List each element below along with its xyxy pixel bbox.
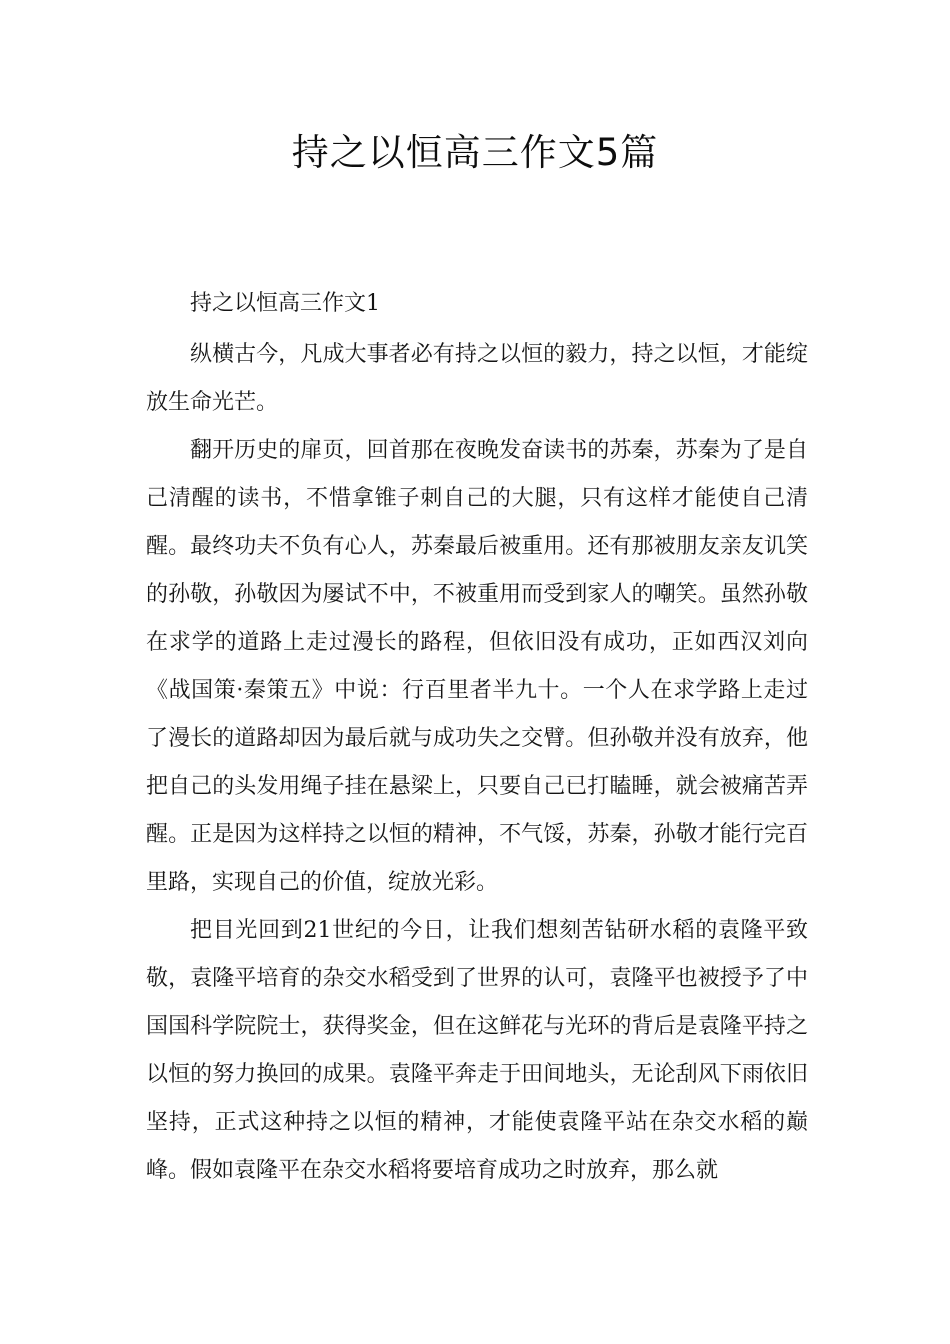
paragraph-history: 翻开历史的扉页，回首那在夜晚发奋读书的苏秦，苏秦为了是自己清醒的读书，不惜拿锥子刺自己的大腿，只有这样才能使自己清醒。最终功夫不负有心人，苏秦最后被重用。还有那被朋友亲友讥笑的孙敬，孙敬因为屡试不中，不被重用而受到家人的嘲笑。虽然孙敬在求学的道路上走过漫长的路程，但依旧没有成功，正如西汉刘向《战国策·秦策五》中说：行百里者半九十。一个人在求学路上走过了漫长的道路却因为最后就与成功失之交臂。但孙敬并没有放弃，他把自己的头发用绳子挂在悬梁上，只要自己已打瞌睡，就会被痛苦弄醒。正是因为这样持之以恒的精神，不气馁，苏秦，孙敬才能行完百里路，实现自己的价值，绽放光彩。 (146, 438, 808, 895)
paragraph-intro: 纵横古今，凡成大事者必有持之以恒的毅力，持之以恒，才能绽放生命光芒。 (146, 342, 808, 415)
document-body (146, 280, 808, 1195)
document-title: 持之以恒高三作文5篇 (291, 131, 659, 174)
paragraph-modern: 把目光回到21世纪的今日，让我们想刻苦钻研水稻的袁隆平致敬，袁隆平培育的杂交水稻受到了世界的认可，袁隆平也被授予了中国国科学院院士，获得奖金，但在这鲜花与光环的背后是袁隆平持之以恒的努力换回的成果。袁隆平奔走于田间地头，无论刮风下雨依旧坚持，正式这种持之以恒的精神，才能使袁隆平站在杂交水稻的巅峰。假如袁隆平在杂交水稻将要培育成功之时放弃，那么就 (146, 918, 808, 1183)
section-heading: 持之以恒高三作文1 (190, 291, 380, 316)
